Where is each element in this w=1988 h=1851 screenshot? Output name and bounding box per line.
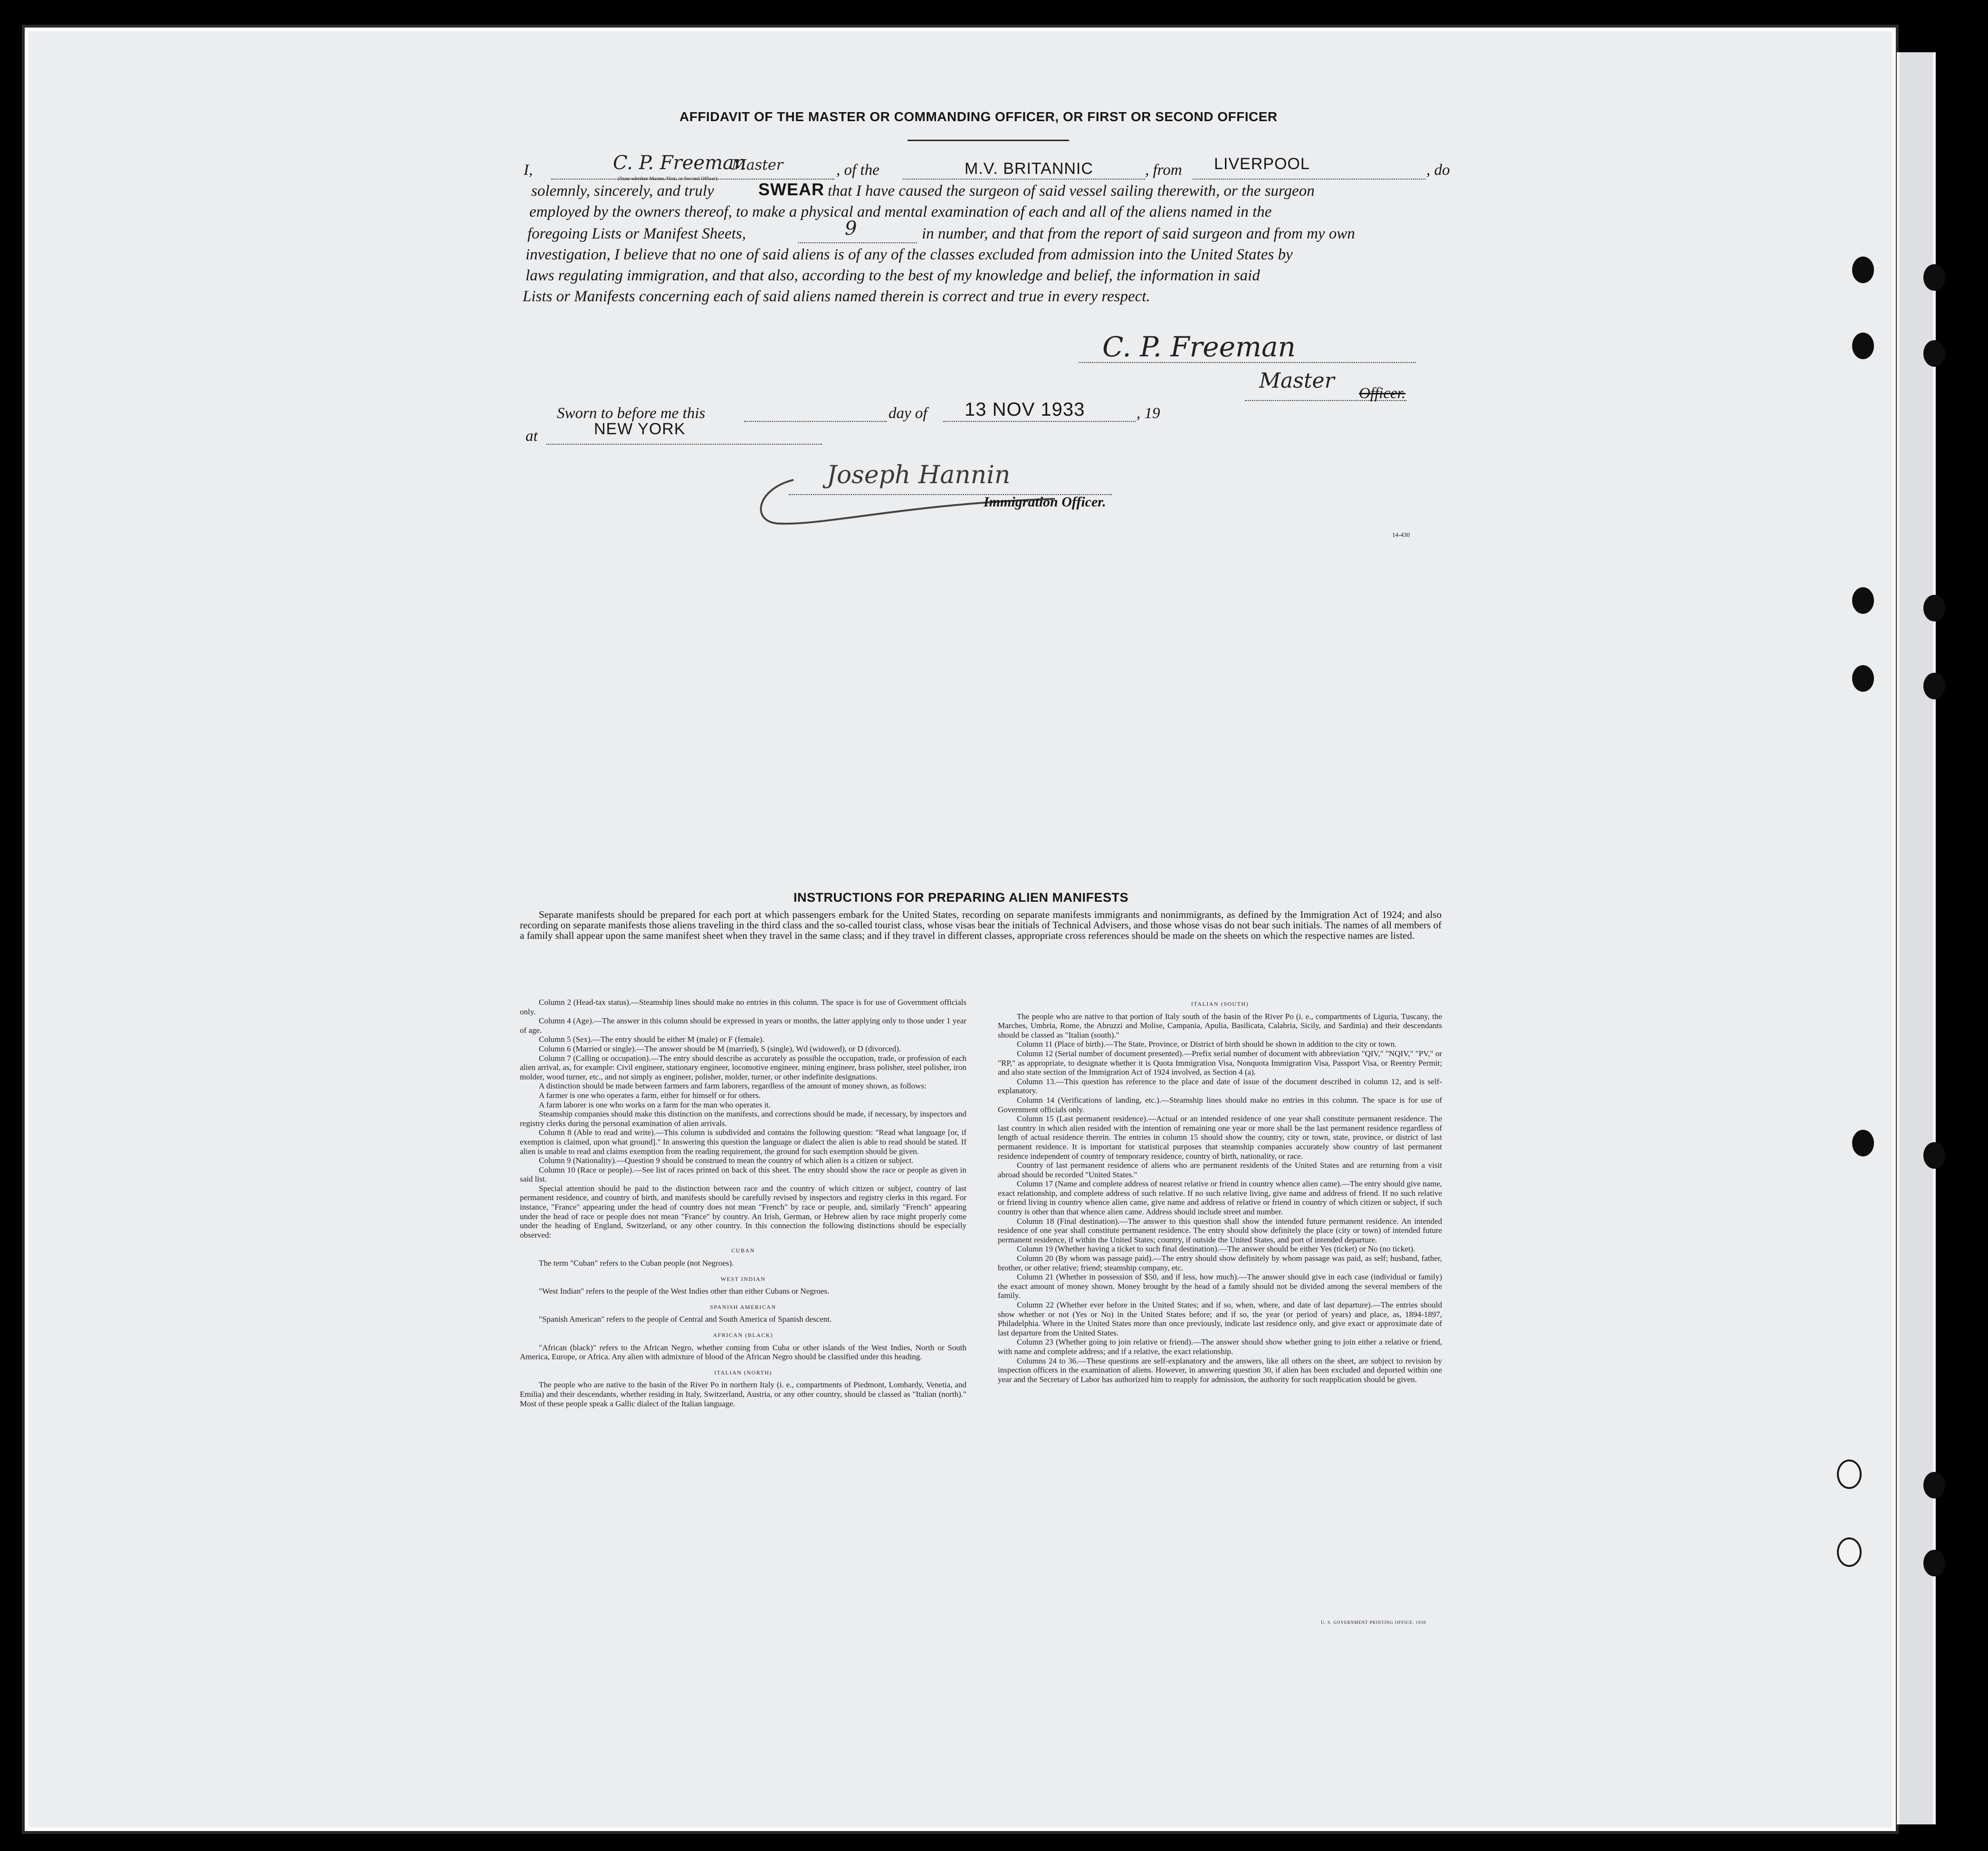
place-line [546, 444, 822, 445]
punch-hole [1923, 595, 1945, 621]
left-paragraph: Special attention should be paid to the distinction between race and the country of which citizen or subject, country of last permanent residence, and country of birth, and manifests should be carefully revised by inspectors and registry clerks in this regard. For instance, "France" appearing under the head of country does not mean "French" by race or people, and, similarly "French" appearing under the head of race or people does not mean "France" by country. An Irish, German, or Hebrew alien by race might properly come under the heading of England, Switzerland, or any other country. In this connection the following distinctions should be especially observed: [520, 1183, 966, 1240]
section-heading: SPANISH AMERICAN [710, 1303, 776, 1310]
punch-hole [1923, 340, 1945, 367]
left-paragraph: Column 5 (Sex).—The entry should be either M (male) or F (female). [539, 1035, 765, 1044]
right-paragraph: Country of last permanent residence of aliens who are permanent residents of the United States and are returning from a visit abroad should be recorded "United States." [998, 1161, 1442, 1179]
punch-hole [1923, 1142, 1945, 1169]
left-paragraph: Column 9 (Nationality).—Question 9 should be construed to mean the country of which alien is a citizen or subject. [539, 1156, 914, 1165]
vessel-line [903, 179, 1145, 180]
affidavit-line5: investigation, I believe that no one of said aliens is of any of the classes excluded from admission into the United States by [526, 246, 1293, 263]
right-paragraph: Column 18 (Final destination).—The answer to this question shall show the intended future permanent residence. An intended residence of one year shall constitute permanent residence. The entry should show definitely the place (city or town) of intended future permanent residence, if within the United States; country, if outside the United States, and port of intended departure. [998, 1216, 1442, 1244]
right-paragraph: Column 19 (Whether having a ticket to such final destination).—The answer should be either Yes (ticket) or No (no ticket). [1017, 1244, 1415, 1254]
section-heading: ITALIAN (NORTH) [714, 1369, 772, 1376]
master-signature: C. P. Freeman [1102, 331, 1296, 363]
vessel-name: M.V. BRITANNIC [965, 160, 1093, 178]
punch-hole [1923, 1472, 1945, 1498]
right-paragraph: Columns 24 to 36.—These questions are self-explanatory and the answers, like all others on the sheet, are subject to revision by inspection officers in the examination of aliens. However, in answering question 30, if alien has been excluded and deported within one year and the Secretary of Labor has authorized him to reapply for admission, the authority for such reapplication should be given. [998, 1356, 1442, 1384]
right-paragraph: Column 13.—This question has reference to the place and date of issue of the document described in column 12, and is self-explanatory. [998, 1077, 1442, 1096]
day-line [744, 421, 887, 422]
section-text: "African (black)" refers to the African Negro, whether coming from Cuba or other islands of the West Indies, North or South America, Europe, or Africa. Any alien with admixture of blood of the African Negro should be classified under this heading. [520, 1343, 966, 1362]
affidavit-of-the: , of the [836, 162, 879, 179]
punch-hole [1852, 1130, 1874, 1156]
section-heading: ITALIAN (SOUTH) [1191, 1001, 1249, 1007]
affidavit-line3: employed by the owners thereof, to make a physical and mental examination of each and all of the aliens named in the [529, 203, 1272, 220]
affidavit-line2b: that I have caused the surgeon of said vessel sailing therewith, or the surgeon [828, 182, 1315, 200]
sworn-place: NEW YORK [594, 420, 686, 438]
right-paragraph: Column 23 (Whether going to join relative or friend).—The answer should show whether going to join either a relative or friend, with name and complete address; and if a relative, the exact relationship. [998, 1337, 1442, 1356]
punch-hole [1837, 1460, 1862, 1489]
right-paragraph: Column 20 (By whom was passage paid).—The entry should show definitely by whom passage was paid, as self; husband, father, brother, or other relative; friend; steamship company, etc. [998, 1254, 1442, 1272]
right-paragraph: Column 17 (Name and complete address of nearest relative or friend in country whence alien came).—The entry should give name, exact relationship, and complete address of such relative. If no such relative living, give name and address of friend. If no such relative or friend living in country whence alien came, give name and address of relative or friend in country of which citizen or subject, if such country is other than that whence alien came. Address should include street and number. [998, 1179, 1442, 1217]
right-paragraph: Column 21 (Whether in possession of $50, and if less, how much).—The answer should give in each case (individual or family) the exact amount of money shown. Money brought by the head of a family should not be divided among the several members of the family. [998, 1272, 1442, 1300]
form-number: 14-430 [1392, 531, 1410, 538]
port-line [1193, 179, 1425, 180]
section-heading: AFRICAN (BLACK) [713, 1332, 774, 1338]
punch-hole [1923, 264, 1945, 291]
section-heading: CUBAN [731, 1247, 755, 1254]
affidavit-line2a: solemnly, sincerely, and truly [531, 182, 714, 200]
affidavit-line4a: foregoing Lists or Manifest Sheets, [527, 225, 746, 242]
affidavit-i: I, [524, 162, 533, 179]
left-column [520, 998, 966, 1408]
affidavit-do: , do [1426, 162, 1450, 179]
left-paragraph: A farm laborer is one who works on a farm for the man who operates it. [539, 1100, 771, 1109]
port-name: LIVERPOOL [1214, 155, 1310, 173]
sworn-text: Sworn to before me this [557, 405, 706, 422]
affidavit-line6: laws regulating immigration, and that also, according to the best of my knowledge and belief, the information in said [526, 267, 1260, 284]
immigration-signature: Joseph Hannin [827, 461, 1011, 489]
officer-name: C. P. Freeman [613, 152, 746, 174]
right-paragraph: The people who are native to that portion of Italy south of the basin of the River Po (i. e., compartments of Liguria, Tuscany, the Marches, Umbria, Rome, the Abruzzi and Molise, Campania, Apulia, Basilicata, Calabria, Sicily, and Sardinia) and their descendants should be classed as "Italian (south)." [998, 1011, 1442, 1040]
right-paragraph: Column 11 (Place of birth).—The State, Province, or District of birth should be shown in addition to the city or town. [1017, 1040, 1397, 1049]
rank-hint: (State whether Master, First, or Second Officer) [618, 176, 718, 181]
immigration-officer-label: Immigration Officer. [984, 494, 1106, 510]
affidavit-title: AFFIDAVIT OF THE MASTER OR COMMANDING OFFICER, OR FIRST OR SECOND OFFICER [679, 109, 1278, 124]
sworn-date: 13 NOV 1933 [965, 399, 1085, 420]
left-paragraph: Steamship companies should make this distinction on the manifests, and corrections should be made, if necessary, by inspectors and registry clerks during the personal examination of alien arrivals. [520, 1109, 966, 1128]
at-label: at [526, 428, 538, 445]
affidavit-line4b: in number, and that from the report of said surgeon and from my own [922, 225, 1355, 242]
section-text: "Spanish American" refers to the people of Central and South America of Spanish descent. [539, 1315, 832, 1324]
left-paragraph: A distinction should be made between farmers and farm laborers, regardless of the amount of money shown, as follows: [539, 1081, 927, 1091]
left-paragraph: A farmer is one who operates a farm, either for himself or for others. [539, 1090, 761, 1100]
right-paragraph: Column 15 (Last permanent residence).—Actual or an intended residence of one year shall constitute permanent residence. The last country in which alien resided with the intention of remaining one year or more shall be the last permanent residence regardless of length of actual residence therein. The entries in column 15 should show the country, city or town, state, province, or district of last permanent residence. It is important for statistical purposes that steamship companies accurately show country of last permanent residence independent of country of temporary residence, country of birth, nationality, or race. [998, 1114, 1442, 1161]
right-paragraph: Column 12 (Serial number of document presented).—Prefix serial number of document with abbreviation "QIV," "NQIV," "PV," or "RP," as appropriate, to designate whether it is Quota Immigration Visa, Nonquota Immigration Visa, Passport Visa, or Reentry Permit; and also state section of the Immigration Act of 1924 involved, as Section 4 (a). [998, 1049, 1442, 1077]
punch-hole [1852, 257, 1874, 283]
signature-rank: Master [1259, 369, 1335, 393]
punch-hole [1852, 587, 1874, 614]
right-paragraph: Column 14 (Verifications of landing, etc.).—Steamship lines should make no entries in this column. The space is for use of Government officials only. [998, 1095, 1442, 1114]
affidavit-from: , from [1145, 162, 1182, 179]
swear-word: SWEAR [758, 180, 824, 199]
year-prefix: , 19 [1137, 405, 1160, 422]
left-paragraph: Column 10 (Race or people).—See list of races printed on back of this sheet. The entry should show the race or people as given in said list. [520, 1165, 966, 1184]
section-text: "West Indian" refers to the people of the West Indies other than either Cubans or Negroes. [539, 1287, 830, 1296]
printing-office: U. S. GOVERNMENT PRINTING OFFICE: 1930 [1321, 1620, 1426, 1625]
punch-hole [1837, 1537, 1862, 1567]
left-paragraph: Column 6 (Married or single).—The answer should be M (married), S (single), Wd (widowed), or D (divorced). [539, 1044, 901, 1053]
instructions-intro: Separate manifests should be prepared for each port at which passengers embark for the United States, recording on separate manifests immigrants and nonimmigrants, as defined by the Immigration Act of 1924; and also recording on separate manifests those aliens traveling in the third class and the so-called tourist class, whose visas bear the initials of Technical Advisers, and those whose visas do not bear such initials. The names of all members of a family shall appear upon the same manifest sheet when they travel in the same class; and if they travel in different classes, appropriate cross references should be made on the sheets on which the respective names are listed. [520, 909, 1442, 941]
punch-hole [1923, 1550, 1945, 1576]
left-paragraph: Column 2 (Head-tax status).—Steamship lines should make no entries in this column. The space is for use of Government officials only. [520, 998, 966, 1016]
left-paragraph: Column 8 (Able to read and write).—This column is subdivided and contains the following question: "Read what language [or, if exemption is claimed, upon what ground]." In answering this question the language or dialect the alien is able to read should be stated. If alien is unable to read and claims exemption from the reading requirement, the ground for such exemption should be given. [520, 1128, 966, 1156]
instructions-title: INSTRUCTIONS FOR PREPARING ALIEN MANIFESTS [793, 890, 1129, 905]
section-heading: WEST INDIAN [720, 1275, 766, 1282]
punch-hole [1852, 665, 1874, 692]
punch-hole [1852, 333, 1874, 359]
punch-hole [1923, 673, 1945, 699]
right-column [998, 998, 1442, 1384]
section-text: The people who are native to the basin of the River Po in northern Italy (i. e., compartments of Piedmont, Lombardy, Venetia, and Emilia) and their descendants, whether residing in Italy, Switzerland, Austria, or any other country, should be classed as "Italian (north)." Most of these people speak a Gallic dialect of the Italian language. [520, 1380, 966, 1408]
sheets-line [798, 242, 917, 243]
section-text: The term "Cuban" refers to the Cuban people (not Negroes). [539, 1259, 734, 1268]
officer-word: Officer. [1359, 385, 1406, 402]
left-paragraph: Column 4 (Age).—The answer in this column should be expressed in years or months, the latter applying only to those under 1 year of age. [520, 1016, 966, 1035]
day-of: day of [889, 405, 927, 422]
affidavit-line7: Lists or Manifests concerning each of said aliens named therein is correct and true in every respect. [523, 288, 1150, 305]
right-paragraph: Column 22 (Whether ever before in the United States; and if so, when, where, and date of last departure).—The entries should show whether or not (Yes or No) in the United States before; and if so, the year (or period of years) and place, as, 1894-1897, Philadelphia. Where in the United States more than once previously, indicate last residence only, and give exact or approximate date of last departure from the United States. [998, 1300, 1442, 1337]
date-line [943, 421, 1136, 422]
sheet-count: 9 [845, 218, 857, 239]
left-paragraph: Column 7 (Calling or occupation).—The entry should describe as accurately as possible the occupation, trade, or profession of each alien arrival, as, for example: Civil engineer, stationary engineer, locomotive engineer, mining engineer, brass polisher, steel polisher, iron molder, wood turner, etc., and not simply as engineer, polisher, molder, turner, or other indefinite designations. [520, 1053, 966, 1081]
officer-rank: Master [732, 157, 784, 173]
title-rule [908, 140, 1069, 141]
